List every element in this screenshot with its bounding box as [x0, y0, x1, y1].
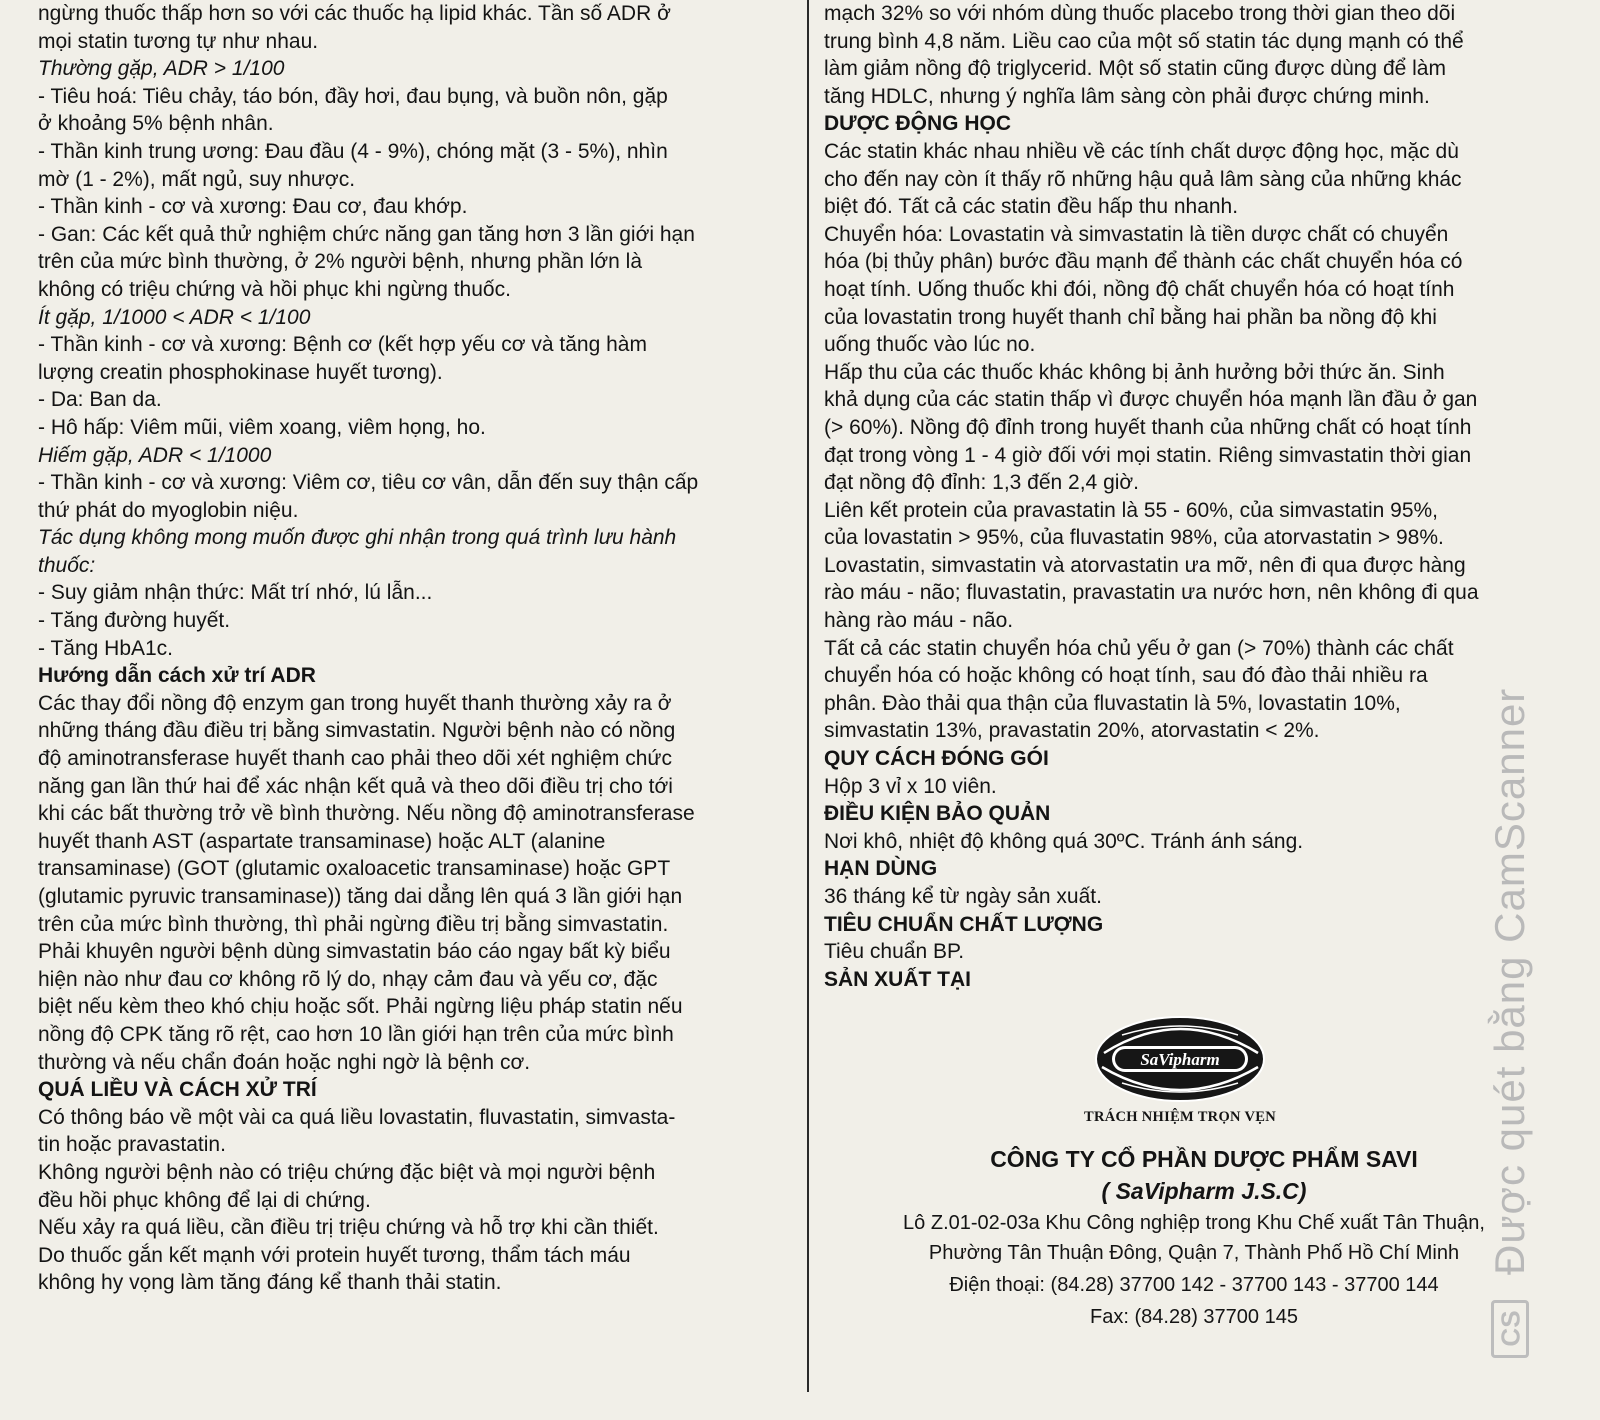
section-heading: SẢN XUẤT TẠI	[824, 967, 971, 991]
text-line: simvastatin 13%, pravastatin 20%, atorvastatin < 2%.	[824, 719, 1320, 743]
text-line: hoạt tính. Uống thuốc khi đói, nồng độ chất chuyển hóa có hoạt tính	[824, 277, 1455, 301]
text-line: cho đến nay còn ít thấy rõ những hậu quả lâm sàng của những khác	[824, 167, 1462, 191]
text-line: - Thần kinh - cơ và xương: Viêm cơ, tiêu cơ vân, dẫn đến suy thận cấp	[38, 471, 699, 495]
watermark-text: Được quét bằng CamScanner	[1486, 687, 1533, 1275]
text-line: Nếu xảy ra quá liều, cần điều trị triệu chứng và hỗ trợ khi cần thiết.	[38, 1216, 659, 1240]
text-line: hiện nào như đau cơ không rõ lý do, nhạy cảm đau và yếu cơ, đặc	[38, 967, 658, 991]
text-line: - Suy giảm nhận thức: Mất trí nhớ, lú lẫn...	[38, 581, 433, 605]
section-heading: TIÊU CHUẨN CHẤT LƯỢNG	[824, 912, 1104, 936]
text-line: - Hô hấp: Viêm mũi, viêm xoang, viêm họng, ho.	[38, 415, 486, 439]
company-short-name: ( SaVipharm J.S.C)	[1101, 1178, 1307, 1205]
section-heading: QUY CÁCH ĐÓNG GÓI	[824, 747, 1049, 771]
left-column	[38, 0, 790, 1297]
camscanner-watermark	[1480, 610, 1540, 1350]
company-name: CÔNG TY CỔ PHẦN DƯỢC PHẨM SAVI	[990, 1146, 1418, 1173]
camscanner-badge-icon	[1491, 1300, 1529, 1358]
text-line: làm giảm nồng độ triglycerid. Một số statin cũng được dùng để làm	[824, 57, 1446, 81]
text-line: thường và nếu chẩn đoán hoặc nghi ngờ là bệnh cơ.	[38, 1050, 531, 1074]
text-line: hàng rào máu - não.	[824, 609, 1014, 633]
company-phone: Điện thoại: (84.28) 37700 142 - 37700 143 - 37700 144	[949, 1274, 1439, 1297]
text-line: khả dụng của các statin thấp vì được chuyển hóa mạnh lần đầu ở gan	[824, 388, 1478, 412]
text-line: của lovastatin > 95%, của fluvastatin 98%, của atorvastatin > 98%.	[824, 526, 1444, 550]
text-line: Tác dụng không mong muốn được ghi nhận trong quá trình lưu hành	[38, 526, 677, 550]
text-line: Do thuốc gắn kết mạnh với protein huyết tương, thẩm tách máu	[38, 1243, 631, 1267]
text-line: Lovastatin, simvastatin và atorvastatin ưa mỡ, nên đi qua được hàng	[824, 553, 1466, 577]
text-line: rào máu - não; fluvastatin, pravastatin ưa nước hơn, nên không đi qua	[824, 581, 1479, 605]
text-line: khi các bất thường trở về bình thường. Nếu nồng độ aminotransferase	[38, 802, 695, 826]
text-line: - Tiêu hoá: Tiêu chảy, táo bón, đầy hơi, đau bụng, và buồn nôn, gặp	[38, 84, 668, 108]
section-heading: DƯỢC ĐỘNG HỌC	[824, 112, 1012, 136]
text-line: 36 tháng kể từ ngày sản xuất.	[824, 885, 1102, 908]
text-line: đạt trong vòng 1 - 4 giờ đối với mọi statin. Riêng simvastatin thời gian	[824, 443, 1472, 467]
text-line: Liên kết protein của pravastatin là 55 - 60%, của simvastatin 95%,	[824, 498, 1439, 522]
text-line: nồng độ CPK tăng rõ rệt, cao hơn 10 lần giới hạn trên của mức bình	[38, 1022, 674, 1046]
text-line: transaminase) (GOT (glutamic oxaloacetic transaminase) hoặc GPT	[38, 857, 671, 881]
text-line: trung bình 4,8 năm. Liều cao của một số statin tác dụng mạnh có thể	[824, 29, 1464, 53]
text-line: trên của mức bình thường, thì phải ngừng điều trị bằng simvastatin.	[38, 912, 669, 936]
column-divider	[807, 0, 809, 1392]
text-line: biệt nếu kèm theo khó chịu hoặc sốt. Phải ngừng liệu pháp statin nếu	[38, 995, 683, 1019]
text-line: Nơi khô, nhiệt độ không quá 30ºC. Tránh ánh sáng.	[824, 829, 1304, 853]
text-line: Thường gặp, ADR > 1/100	[38, 57, 285, 81]
text-line: Phải khuyên người bệnh dùng simvastatin báo cáo ngay bất kỳ biểu	[38, 940, 671, 964]
camscanner-badge-text: CS	[1495, 1310, 1526, 1347]
text-line: năng gan lần thứ hai để xác nhận kết quả và theo dõi điều trị cho tới	[38, 774, 673, 798]
text-line: Các thay đổi nồng độ enzym gan trong huyết thanh thường xảy ra ở	[38, 691, 672, 715]
text-line: - Thần kinh - cơ và xương: Đau cơ, đau khớp.	[38, 195, 468, 219]
text-line: (> 60%). Nồng độ đỉnh trong huyết thanh của những chất có hoạt tính	[824, 415, 1472, 439]
text-line: Hiếm gặp, ADR < 1/1000	[38, 443, 272, 467]
text-line: - Thần kinh trung ương: Đau đầu (4 - 9%), chóng mặt (3 - 5%), nhìn	[38, 139, 668, 163]
text-line: lượng creatin phosphokinase huyết tương).	[38, 360, 443, 384]
text-line: của lovastatin trong huyết thanh chỉ bằng hai phần ba nồng độ khi	[824, 305, 1437, 329]
text-line: tin hoặc pravastatin.	[38, 1133, 226, 1157]
text-line: phân. Đào thải qua thận của fluvastatin là 5%, lovastatin 10%,	[824, 691, 1401, 715]
text-line: mạch 32% so với nhóm dùng thuốc placebo trong thời gian theo dõi	[824, 2, 1456, 25]
text-line: Tiêu chuẩn BP.	[824, 940, 965, 964]
company-slogan: TRÁCH NHIỆM TRỌN VẸN	[1084, 1109, 1276, 1126]
text-line: - Da: Ban da.	[38, 388, 162, 412]
text-line: Có thông báo về một vài ca quá liều lovastatin, fluvastatin, simvasta-	[38, 1105, 676, 1129]
text-line: Hộp 3 vỉ x 10 viên.	[824, 774, 997, 798]
text-line: trên của mức bình thường, ở 2% người bệnh, nhưng phần lớn là	[38, 250, 642, 274]
text-line: không có triệu chứng và hồi phục khi ngừng thuốc.	[38, 277, 511, 301]
text-line: không hy vọng làm tăng đáng kể thanh thải statin.	[38, 1271, 502, 1295]
text-line: Các statin khác nhau nhiều về các tính chất dược động học, mặc dù	[824, 139, 1459, 163]
text-line: Chuyển hóa: Lovastatin và simvastatin là tiền dược chất có chuyển	[824, 222, 1449, 246]
text-line: Tất cả các statin chuyển hóa chủ yếu ở gan (> 70%) thành các chất	[824, 636, 1454, 660]
text-line: chuyển hóa có hoặc không có hoạt tính, sau đó đào thải nhiều ra	[824, 664, 1428, 688]
text-line: (glutamic pyruvic transaminase)) tăng dai dẳng lên quá 3 lần giới hạn	[38, 885, 683, 908]
section-heading: HẠN DÙNG	[824, 857, 938, 881]
text-line: Hấp thu của các thuốc khác không bị ảnh hưởng bởi thức ăn. Sinh	[824, 360, 1445, 384]
right-column-text	[824, 0, 1564, 993]
text-line: mờ (1 - 2%), mất ngủ, suy nhược.	[38, 167, 356, 191]
text-line: - Tăng đường huyết.	[38, 609, 231, 633]
text-line: thứ phát do myoglobin niệu.	[38, 498, 299, 522]
company-fax: Fax: (84.28) 37700 145	[1090, 1306, 1298, 1329]
company-address-line1: Lô Z.01-02-03a Khu Công nghiệp trong Khu Chế xuất Tân Thuận,	[903, 1212, 1485, 1235]
text-line: đều hồi phục không để lại di chứng.	[38, 1188, 371, 1212]
text-line: - Thần kinh - cơ và xương: Bệnh cơ (kết hợp yếu cơ và tăng hàm	[38, 333, 647, 357]
right-column	[824, 0, 1564, 1413]
svg-text:SaVipharm: SaVipharm	[1140, 1050, 1220, 1070]
text-line: - Gan: Các kết quả thử nghiệm chức năng gan tăng hơn 3 lần giới hạn	[38, 222, 695, 246]
manufacturer-block	[824, 993, 1564, 1413]
text-line: huyết thanh AST (aspartate transaminase) hoặc ALT (alanine	[38, 829, 606, 853]
text-line: - Tăng HbA1c.	[38, 636, 174, 660]
text-line: ở khoảng 5% bệnh nhân.	[38, 112, 274, 136]
text-line: những tháng đầu điều trị bằng simvastatin. Người bệnh nào có nồng	[38, 719, 676, 743]
text-line: uống thuốc vào lúc no.	[824, 333, 1036, 357]
text-line: Không người bệnh nào có triệu chứng đặc biệt và mọi người bệnh	[38, 1160, 656, 1184]
section-heading: QUÁ LIỀU VÀ CÁCH XỬ TRÍ	[38, 1078, 317, 1102]
text-line: mọi statin tương tự như nhau.	[38, 29, 319, 53]
text-line: Ít gặp, 1/1000 < ADR < 1/100	[38, 305, 311, 329]
text-line: hóa (bị thủy phân) bước đầu mạnh để thành các chất chuyển hóa có	[824, 250, 1463, 274]
savipharm-logo	[1092, 1013, 1268, 1105]
text-line: thuốc:	[38, 553, 96, 577]
text-line: tăng HDLC, nhưng ý nghĩa lâm sàng còn phải được chứng minh.	[824, 84, 1430, 108]
section-heading: ĐIỀU KIỆN BẢO QUẢN	[824, 802, 1051, 826]
text-line: biệt đó. Tất cả các statin đều hấp thu nhanh.	[824, 195, 1239, 219]
text-line: độ aminotransferase huyết thanh cao phải theo dõi xét nghiệm chức	[38, 747, 672, 771]
company-address-line2: Phường Tân Thuận Đông, Quận 7, Thành Phố Hồ Chí Minh	[928, 1242, 1460, 1265]
text-line: đạt nồng độ đỉnh: 1,3 đến 2,4 giờ.	[824, 471, 1140, 495]
text-line: ngừng thuốc thấp hơn so với các thuốc hạ lipid khác. Tần số ADR ở	[38, 2, 671, 25]
section-heading: Hướng dẫn cách xử trí ADR	[38, 664, 316, 688]
